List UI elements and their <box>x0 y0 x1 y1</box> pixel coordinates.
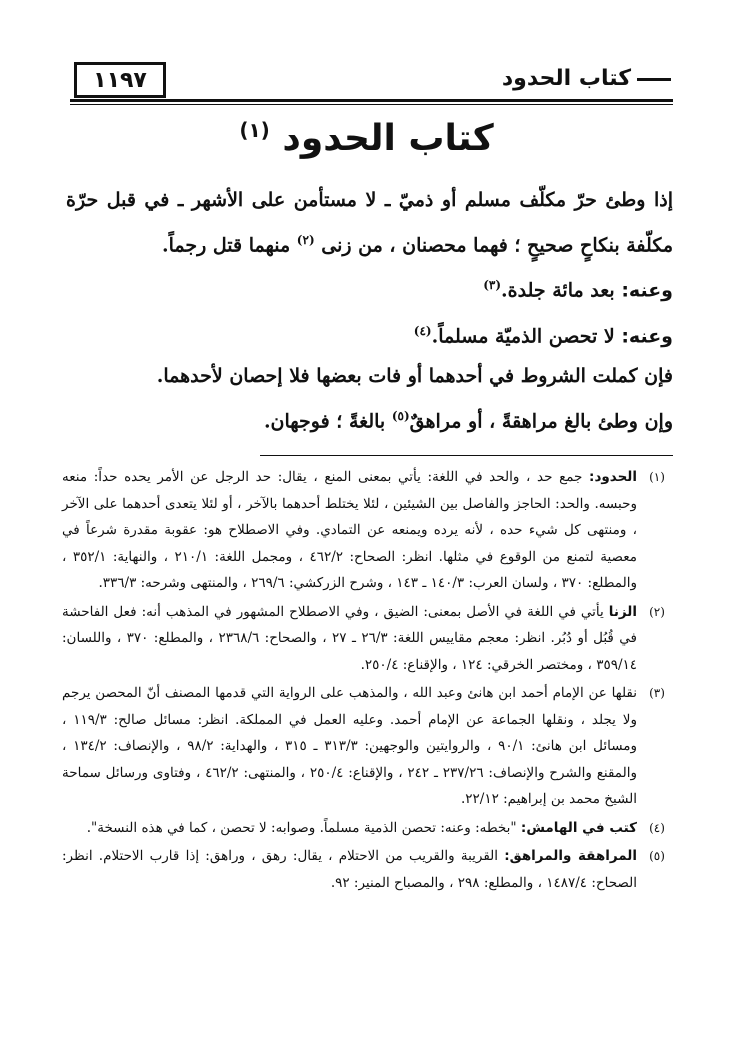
paragraph-2-text: بعد مائة جلدة. <box>501 279 622 302</box>
footnote <box>62 815 677 842</box>
paragraph-3-label: وعنه: <box>621 324 673 347</box>
note-ref-3: (٣) <box>483 278 502 293</box>
header-rule-thin <box>70 104 673 105</box>
footnote-text <box>62 680 637 813</box>
chapter-title <box>0 118 733 159</box>
running-head-text: كتاب الحدود <box>501 66 631 91</box>
footnote-number: (١) <box>649 470 665 484</box>
footnote <box>62 599 677 679</box>
footnote-body: نقلها عن الإمام أحمد ابن هانئ وعبد الله ، والمذهب على الرواية التي قدمها المصنف أنّ المحصن يرجم ولا يجلد ، ونقلها الجماعة عن الإمام أحمد. وعليه العمل في المملكة. انظر: مسائل صالح: ١١٩/٣ ، ومسائل ابن هانئ: ٩٠/١ ، والروايتين والوجهين: ٣١٣/٣ ـ ٣١٥ ، والهداية: ٩٨/٢ ، والإنصاف: ١٣٤/٢ ، والمقنع والشرح والإنصاف: ٢٣٧/٢٦ ـ ٢٤٢ ، والإقناع: ٢٥٠/٤ ، والمنتهى: ٤٦٢/٢ ، وفتاوى ورسائل سماحة الشيخ محمد بن إبراهيم: ٢٢/١٢. <box>62 685 637 807</box>
footnote <box>62 464 677 597</box>
note-ref-4: (٤) <box>413 323 432 338</box>
footnote-body: القريبة والقريب من الاحتلام ، يقال: رهق ، وراهق: إذا قارب الاحتلام. انظر: الصحاح: ١٤٨٧/٤ ، والمطلع: ٢٩٨ ، والمصباح المنير: ٩٢. <box>62 848 637 891</box>
paragraph-2-label: وعنه: <box>621 279 673 302</box>
note-ref-2: (٢) <box>296 233 315 247</box>
paragraph-1-end: منهما قتل رجماً. <box>161 234 297 257</box>
footnote-text <box>62 815 637 842</box>
footnote <box>62 843 677 896</box>
running-head <box>502 66 671 91</box>
footnote-number: (٥) <box>649 849 665 863</box>
note-ref-5: (٥) <box>391 408 410 423</box>
footnote-number: (٤) <box>649 820 665 835</box>
paragraph-5-text-a: وإن وطئ بالغ مراهقةً ، أو مراهقٌ <box>409 410 673 433</box>
header-rule <box>70 99 673 102</box>
footnote-text <box>62 599 637 679</box>
footnote <box>62 680 677 813</box>
footnote-body: يأتي في اللغة في الأصل بمعنى: الضيق ، وفي الاصطلاح المشهور في المذهب أنه: فعل الفاحشة في قُبُل أو دُبُر. انظر: معجم مقاييس اللغة: ٢٦/٣ ـ ٢٧ ، والصحاح: ٢٣٦٨/٦ ، والمطلع: ٣٧٠ ، واللسان: ٣٥٩/١٤ ، ومختصر الخرقي: ١٢٤ ، والإقناع: ٢٥٠/٤. <box>62 603 637 673</box>
page-number: ١١٩٧ <box>93 67 147 93</box>
footnote-body: جمع حد ، والحد في اللغة: يأتي بمعنى المنع ، يقال: حد الرجل عن الأمر يحده حداً: منعه وحبسه. والحد: الحاجز والفاصل بين الشيئين ، لئلا يختلط أحدهما بالآخر ، أو لئلا يتعدى أحدهما على الآخر ، ومنتهى كل شيء حده ، لأنه يرده ويمنعه عن التمادي. وفي الاصطلاح هو: عقوبة مقدرة شرعاً في معصية لتمنع من الوقوع في مثلها. انظر: الصحاح: ٤٦٢/٢ ، ومجمل اللغة: ٢١٠/١ ، والنهاية: ٣٥٢/١ ، والمطلع: ٣٧٠ ، ولسان العرب: ١٤٠/٣ ـ ١٤٣ ، وشرح الزركشي: ٢٦٩/٦ ، والمنتهى وشرحه: ٣٣٦/٣. <box>62 469 637 591</box>
footnote-number: (٣) <box>649 686 665 700</box>
footnotes <box>62 464 677 898</box>
paragraph-4: فإن كملت الشروط في أحدهما أو فات بعضها فلا إحصان لأحدهما. <box>156 364 673 387</box>
paragraph-5 <box>66 396 673 441</box>
paragraph-5-text-b: بالغةً ؛ فوجهان. <box>263 410 392 433</box>
footnote-text <box>62 464 637 597</box>
paragraph-2 <box>66 265 673 310</box>
page-number-box <box>74 62 166 98</box>
footnote-number: (٢) <box>649 604 665 619</box>
main-text <box>66 180 673 441</box>
footnote-body: "بخطه: وعنه: تحصن الذمية مسلماً. وصوابه: لا تحصن ، كما في هذه النسخة". <box>86 819 521 836</box>
footnote-label: الحدود: <box>589 469 637 485</box>
paragraph-1 <box>66 180 673 265</box>
paragraph-3 <box>66 311 673 356</box>
chapter-note-ref: (١) <box>239 118 270 142</box>
paragraph-1-text: إذا وطئ حرّ مكلّف مسلم أو ذميّ ـ لا مستأمن على الأشهر ـ في قبل حرّة مكلّفة بنكاحٍ صحيحٍ ؛ فهما محصنان ، من زنى <box>66 189 673 257</box>
footnote-text <box>62 843 637 896</box>
footnote-label: الزنا <box>608 603 637 620</box>
footnote-label: المراهقة والمراهق: <box>504 848 637 864</box>
chapter-title-text: كتاب الحدود <box>282 118 494 159</box>
footnote-label: كتب في الهامش: <box>520 819 637 836</box>
running-head-dash <box>637 78 671 81</box>
footnote-divider <box>260 455 673 456</box>
paragraph-3-text: لا تحصن الذميّة مسلماً. <box>431 324 622 347</box>
